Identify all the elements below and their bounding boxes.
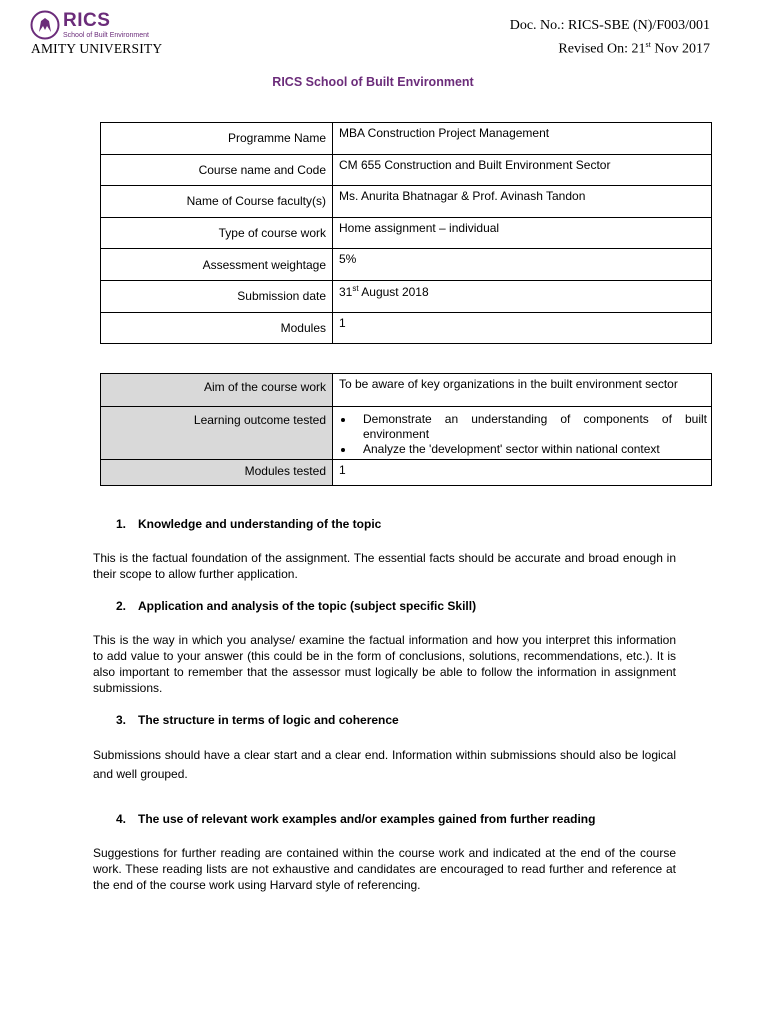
aim-label: Aim of the course work	[101, 374, 333, 407]
submission-date-label: Submission date	[101, 280, 333, 312]
weightage-label: Assessment weightage	[101, 249, 333, 281]
revised-date: Revised On: 21st Nov 2017	[558, 40, 710, 57]
logo-school-text: School of Built Environment	[63, 32, 149, 39]
course-info-table	[100, 122, 712, 344]
faculty-value: Ms. Anurita Bhatnagar & Prof. Avinash Tandon	[333, 186, 712, 218]
logo-university-text: AMITY UNIVERSITY	[31, 41, 163, 56]
table-row	[101, 249, 712, 281]
learning-outcome-value	[333, 407, 712, 460]
learning-outcome-label: Learning outcome tested	[101, 407, 333, 460]
submission-date-value: 31st August 2018	[333, 280, 712, 312]
modules-value: 1	[333, 312, 712, 344]
table-row	[101, 123, 712, 155]
course-work-type-label: Type of course work	[101, 217, 333, 249]
document-number: Doc. No.: RICS-SBE (N)/F003/001	[509, 18, 710, 33]
table-row	[101, 186, 712, 218]
table-row	[101, 312, 712, 344]
modules-tested-value: 1	[333, 460, 712, 486]
course-work-type-value: Home assignment – individual	[333, 217, 712, 249]
aim-table	[100, 373, 712, 486]
table-row	[101, 374, 712, 407]
aim-value: To be aware of key organizations in the built environment sector	[333, 374, 712, 407]
course-name-label: Course name and Code	[101, 154, 333, 186]
modules-label: Modules	[101, 312, 333, 344]
table-row	[101, 154, 712, 186]
faculty-label: Name of Course faculty(s)	[101, 186, 333, 218]
rics-amity-logo	[30, 10, 163, 56]
page-title: RICS School of Built Environment	[272, 75, 474, 89]
weightage-value: 5%	[333, 249, 712, 281]
section-4-text: Suggestions for further reading are contained within the course work and indicated at the end of the course work. These reading lists are not exhaustive and candidates are encouraged to read further and reference at the end of the course work using Harvard style of referencing.	[93, 846, 676, 892]
list-item: • Analyze the 'development' sector within national context	[355, 442, 711, 457]
table-row	[101, 407, 712, 460]
section-2-heading: 2. Application and analysis of the topic (subject specific Skill)	[116, 599, 477, 613]
programme-name-value: MBA Construction Project Management	[333, 123, 712, 155]
section-3-text: Submissions should have a clear start and a clear end. Information within submissions should also be logical and well grouped.	[93, 748, 676, 781]
table-row	[101, 280, 712, 312]
section-3-heading: 3. The structure in terms of logic and coherence	[116, 713, 399, 727]
section-1-heading: 1. Knowledge and understanding of the topic	[116, 517, 382, 531]
section-2-text: This is the way in which you analyse/ examine the factual information and how you interpret this information to add value to your answer (this could be in the form of conclusions, solutions, recommendations, etc.). It is also important to remember that the assessor must logically be able to follow the information in assignment submissions.	[93, 633, 676, 695]
programme-name-label: Programme Name	[101, 123, 333, 155]
section-1-text: This is the factual foundation of the assignment. The essential facts should be accurate and broad enough in their scope to allow further application.	[93, 551, 676, 581]
table-row	[101, 460, 712, 486]
modules-tested-label: Modules tested	[101, 460, 333, 486]
section-4-heading: 4. The use of relevant work examples and/or examples gained from further reading	[116, 812, 596, 826]
table-row	[101, 217, 712, 249]
learning-outcome-list	[333, 412, 711, 457]
course-name-value: CM 655 Construction and Built Environment Sector	[333, 154, 712, 186]
document-number-block	[510, 16, 710, 59]
rics-emblem-icon	[30, 10, 60, 40]
logo-brand-text: RICS	[63, 10, 111, 31]
list-item: • Demonstrate an understanding of components of built environment	[355, 412, 711, 442]
